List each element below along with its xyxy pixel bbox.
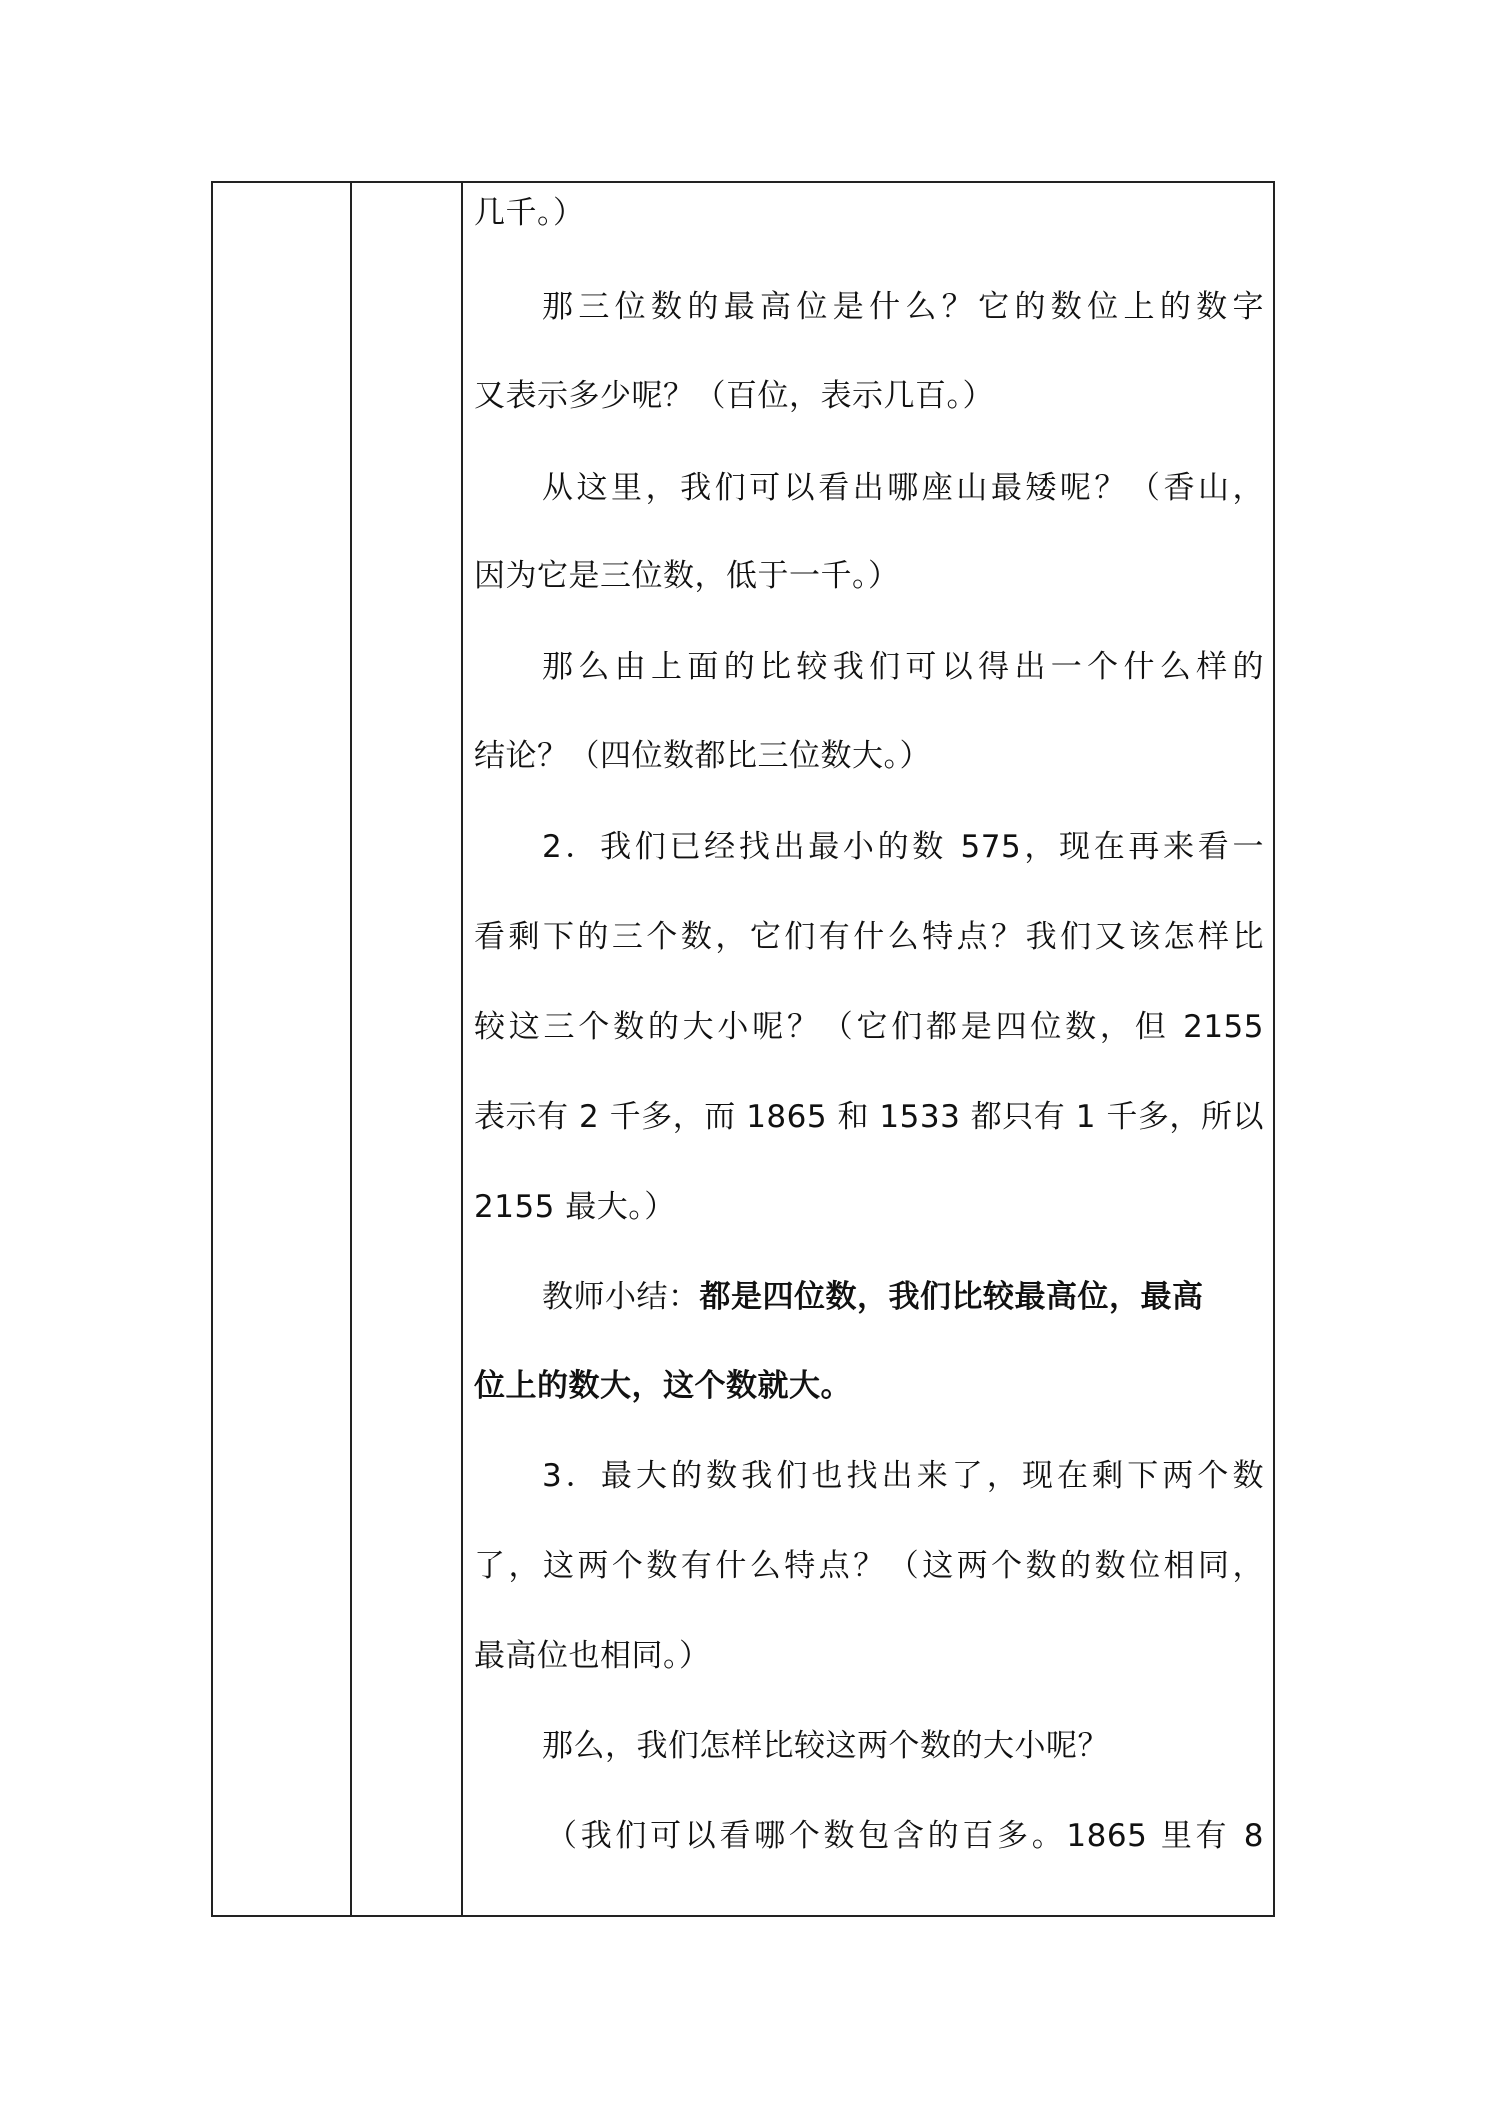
- text-line: 看剩下的三个数，它们有什么特点？我们又该怎样比: [474, 919, 1264, 955]
- text-line: 表示有 2 千多，而 1865 和 1533 都只有 1 千多，所以: [474, 1099, 1264, 1135]
- teacher-summary-line: [474, 1267, 1264, 1327]
- table-cell-content: [474, 181, 1274, 1917]
- text-line: 2．我们已经找出最小的数 575，现在再来看一: [542, 829, 1264, 865]
- table-column-divider: [461, 181, 463, 1917]
- text-line: 较这三个数的大小呢？（它们都是四位数，但 2155: [474, 1009, 1264, 1045]
- text-line: 了，这两个数有什么特点？（这两个数的数位相同，: [474, 1548, 1264, 1584]
- text-line: 几千。）: [474, 195, 585, 231]
- summary-label: 教师小结：: [542, 1279, 700, 1315]
- text-line: 那三位数的最高位是什么？它的数位上的数字: [542, 289, 1264, 325]
- text-line: 2155 最大。）: [474, 1189, 676, 1225]
- text-line: （我们可以看哪个数包含的百多。1865 里有 8: [546, 1818, 1264, 1854]
- table-cell-empty-middle: [352, 183, 461, 1915]
- text-line: 那么由上面的比较我们可以得出一个什么样的: [542, 649, 1264, 685]
- text-line: 又表示多少呢？（百位，表示几百。）: [474, 378, 994, 414]
- text-line: 因为它是三位数，低于一千。）: [474, 558, 900, 594]
- text-line: 那么，我们怎样比较这两个数的大小呢？: [542, 1728, 1109, 1764]
- table-cell-empty-left: [213, 183, 350, 1915]
- summary-bold-text: 都是四位数，我们比较最高位，最高: [699, 1279, 1204, 1315]
- text-line: 结论？（四位数都比三位数大。）: [474, 738, 931, 774]
- text-line: 最高位也相同。）: [474, 1638, 711, 1674]
- text-line: 3．最大的数我们也找出来了，现在剩下两个数: [542, 1458, 1264, 1494]
- summary-bold-text: 位上的数大，这个数就大。: [474, 1368, 852, 1404]
- text-line: 从这里，我们可以看出哪座山最矮呢？（香山，: [542, 470, 1264, 506]
